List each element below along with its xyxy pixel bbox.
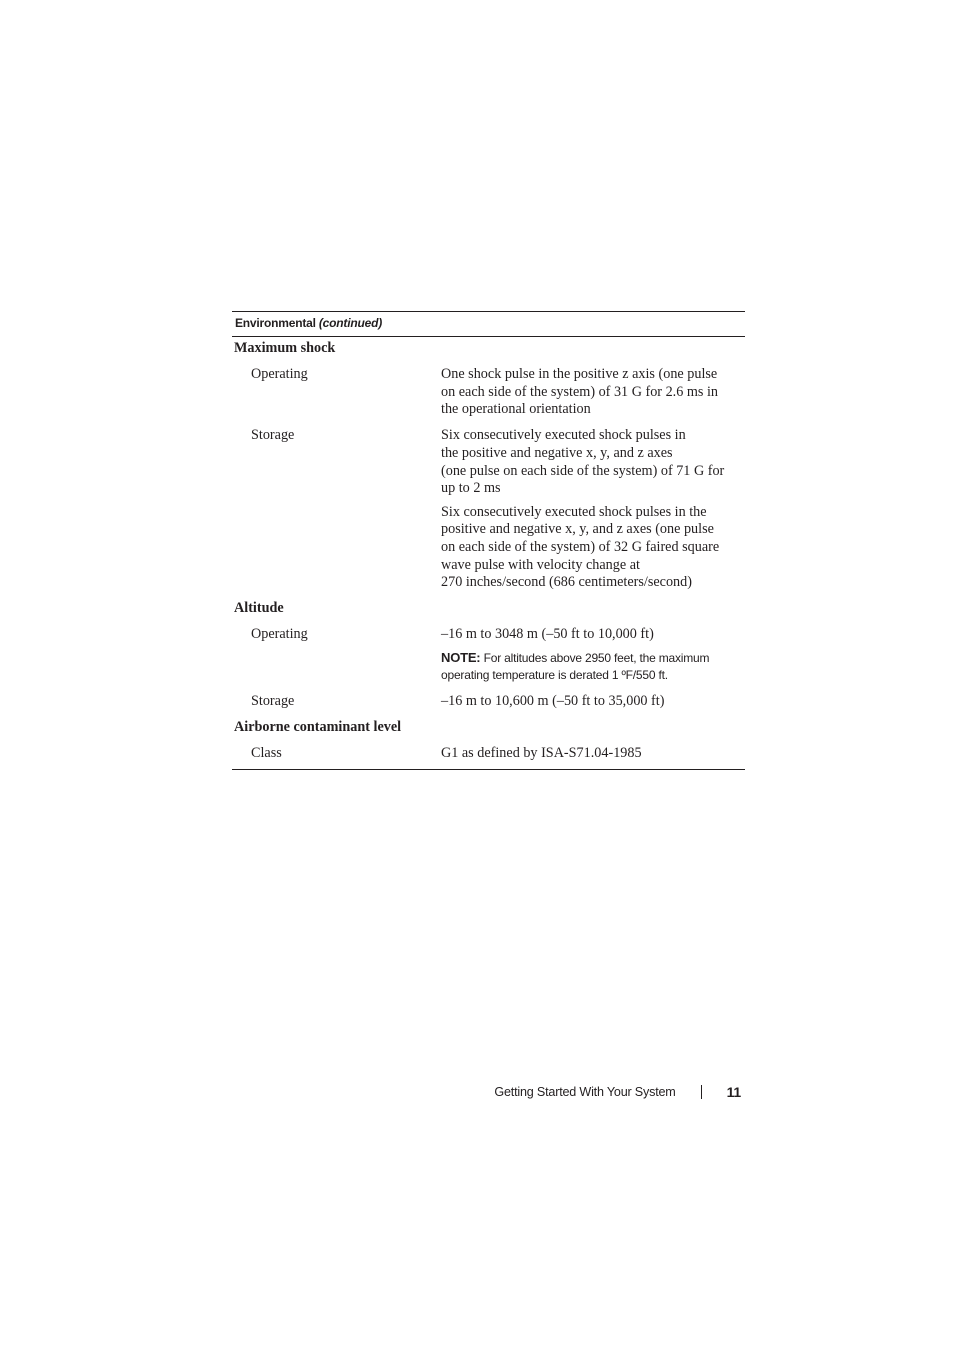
row-altitude-operating bbox=[232, 626, 745, 644]
value-line: One shock pulse in the positive z axis (one pulse bbox=[441, 366, 718, 383]
section-airborne-contaminant: Airborne contaminant level bbox=[234, 718, 402, 735]
value-line: on each side of the system) of 31 G for 2.6 ms in bbox=[441, 383, 718, 400]
row-value: –16 m to 3048 m (–50 ft to 10,000 ft) bbox=[441, 625, 654, 642]
row-value: –16 m to 10,600 m (–50 ft to 35,000 ft) bbox=[441, 692, 665, 709]
footer-title: Getting Started With Your System bbox=[494, 1085, 676, 1099]
environmental-spec-table bbox=[232, 311, 745, 770]
footer-separator bbox=[701, 1085, 702, 1099]
row-value bbox=[441, 366, 741, 419]
note-line: For altitudes above 2950 feet, the maximum bbox=[483, 651, 710, 666]
value-line: 270 inches/second (686 centimeters/second) bbox=[441, 574, 692, 591]
value-line: (one pulse on each side of the system) of 71 G for bbox=[441, 462, 725, 479]
value-line: on each side of the system) of 32 G faired square bbox=[441, 538, 720, 555]
table-header bbox=[232, 312, 745, 337]
row-label: Class bbox=[251, 744, 282, 761]
section-altitude: Altitude bbox=[234, 599, 284, 616]
value-line: wave pulse with velocity change at bbox=[441, 556, 640, 573]
page-number: 11 bbox=[726, 1084, 741, 1100]
value-line: Six consecutively executed shock pulses in bbox=[441, 427, 686, 444]
row-shock-operating bbox=[232, 366, 745, 419]
row-value: G1 as defined by ISA-S71.04-1985 bbox=[441, 744, 642, 761]
row-label: Storage bbox=[251, 427, 295, 444]
section-maximum-shock: Maximum shock bbox=[234, 340, 336, 356]
value-line: the operational orientation bbox=[441, 401, 591, 418]
value-line: up to 2 ms bbox=[441, 480, 501, 497]
value-line: Six consecutively executed shock pulses in the bbox=[441, 503, 707, 520]
shock-storage-extra bbox=[441, 504, 741, 592]
note-line: operating temperature is derated 1 ºF/550 ft. bbox=[441, 668, 668, 683]
row-shock-storage bbox=[232, 427, 745, 497]
row-altitude-storage bbox=[232, 693, 745, 711]
row-label: Operating bbox=[251, 625, 308, 642]
value-line: the positive and negative x, y, and z axes bbox=[441, 444, 673, 461]
altitude-note bbox=[441, 649, 741, 684]
row-contaminant-class bbox=[232, 745, 745, 763]
row-value bbox=[441, 427, 741, 497]
table-header-continued: (continued) bbox=[318, 316, 383, 330]
row-label: Storage bbox=[251, 692, 295, 709]
note-label: NOTE: bbox=[441, 650, 481, 666]
value-line: positive and negative x, y, and z axes (one pulse bbox=[441, 521, 714, 538]
table-header-title: Environmental bbox=[235, 316, 316, 330]
row-label: Operating bbox=[251, 366, 308, 383]
page-footer bbox=[494, 1084, 741, 1100]
